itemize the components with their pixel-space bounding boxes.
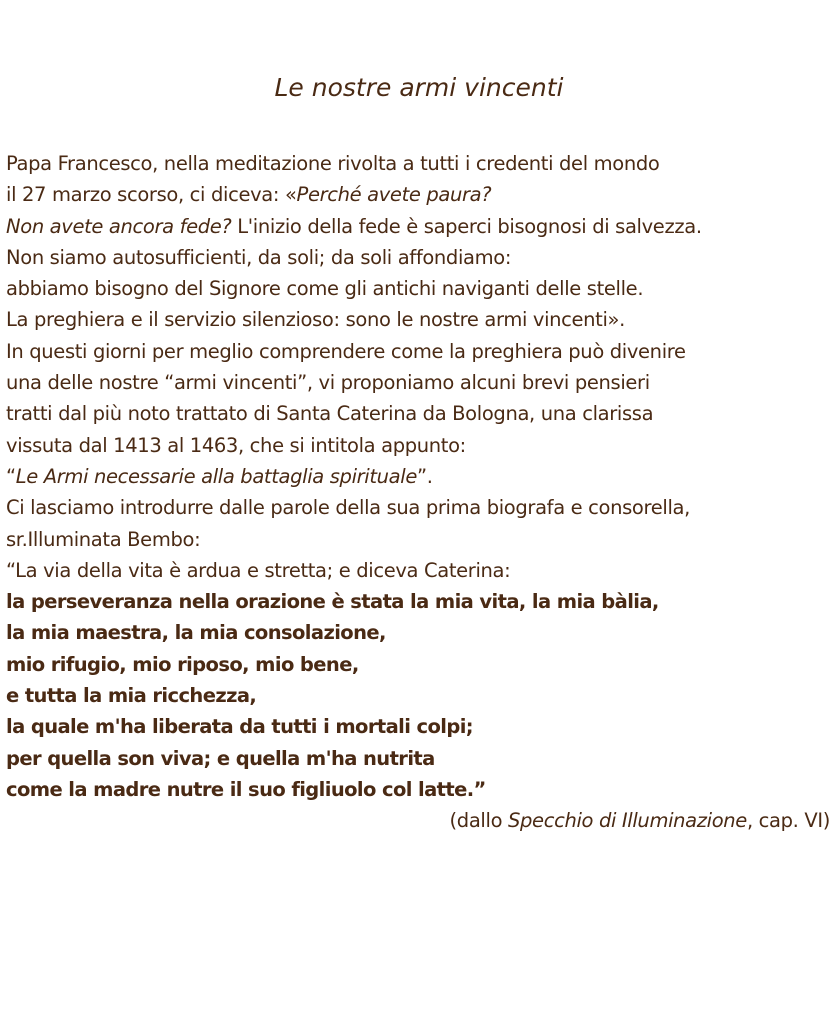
text-line: Papa Francesco, nella meditazione rivolta a tutti i credenti del mondo (6, 152, 660, 175)
page-title: Le nostre armi vincenti (274, 73, 564, 102)
quote-line: la mia maestra, la mia consolazione, (6, 621, 386, 645)
text-segment: il 27 marzo scorso, ci diceva: « (6, 183, 297, 207)
text-line: Non siamo autosufficienti, da soli; da soli affondiamo: (6, 245, 512, 269)
quote-line: e tutta la mia ricchezza, (6, 684, 257, 708)
text-line: vissuta dal 1413 al 1463, che si intitola appunto: (6, 433, 466, 457)
text-line: una delle nostre “armi vincenti”, vi proponiamo alcuni brevi pensieri (6, 371, 650, 395)
text-line: In questi giorni per meglio comprendere come la preghiera può divenire (6, 339, 686, 363)
text-segment: “ (6, 464, 16, 488)
text-line (6, 461, 836, 492)
quote-line: la perseveranza nella orazione è stata la mia vita, la mia bàlia, (6, 590, 659, 614)
text-line (6, 179, 836, 210)
quote-line: per quella son viva; e quella m'ha nutrita (6, 746, 435, 770)
text-line: tratti dal più noto trattato di Santa Caterina da Bologna, una clarissa (6, 402, 654, 426)
text-line: Ci lasciamo introdurre dalle parole della sua prima biografa e consorella, (6, 496, 690, 520)
quote-line: la quale m'ha liberata da tutti i mortali colpi; (6, 715, 473, 739)
italic-quote: Perché avete paura? (296, 183, 492, 207)
citation-work: Specchio di Illuminazione (508, 809, 747, 833)
text-line: La preghiera e il servizio silenzioso: sono le nostre armi vincenti». (6, 308, 625, 332)
citation (6, 805, 836, 836)
text-line: “La via della vita è ardua e stretta; e diceva Caterina: (6, 558, 511, 582)
body-text (6, 148, 836, 837)
citation-prefix: (dallo (449, 809, 508, 833)
italic-quote: Non avete ancora fede? (6, 214, 232, 238)
text-segment: ”. (417, 464, 433, 488)
quote-line: mio rifugio, mio riposo, mio bene, (6, 652, 359, 676)
text-line: sr.Illuminata Bembo: (6, 527, 201, 551)
citation-suffix: , cap. VI) (746, 809, 830, 833)
quote-line: come la madre nutre il suo figliuolo col latte.” (6, 777, 486, 801)
text-segment: L'inizio della fede è saperci bisognosi di salvezza. (231, 214, 702, 238)
text-line (6, 211, 836, 242)
text-line: abbiamo bisogno del Signore come gli antichi naviganti delle stelle. (6, 277, 644, 301)
book-title: Le Armi necessarie alla battaglia spirituale (15, 464, 417, 488)
